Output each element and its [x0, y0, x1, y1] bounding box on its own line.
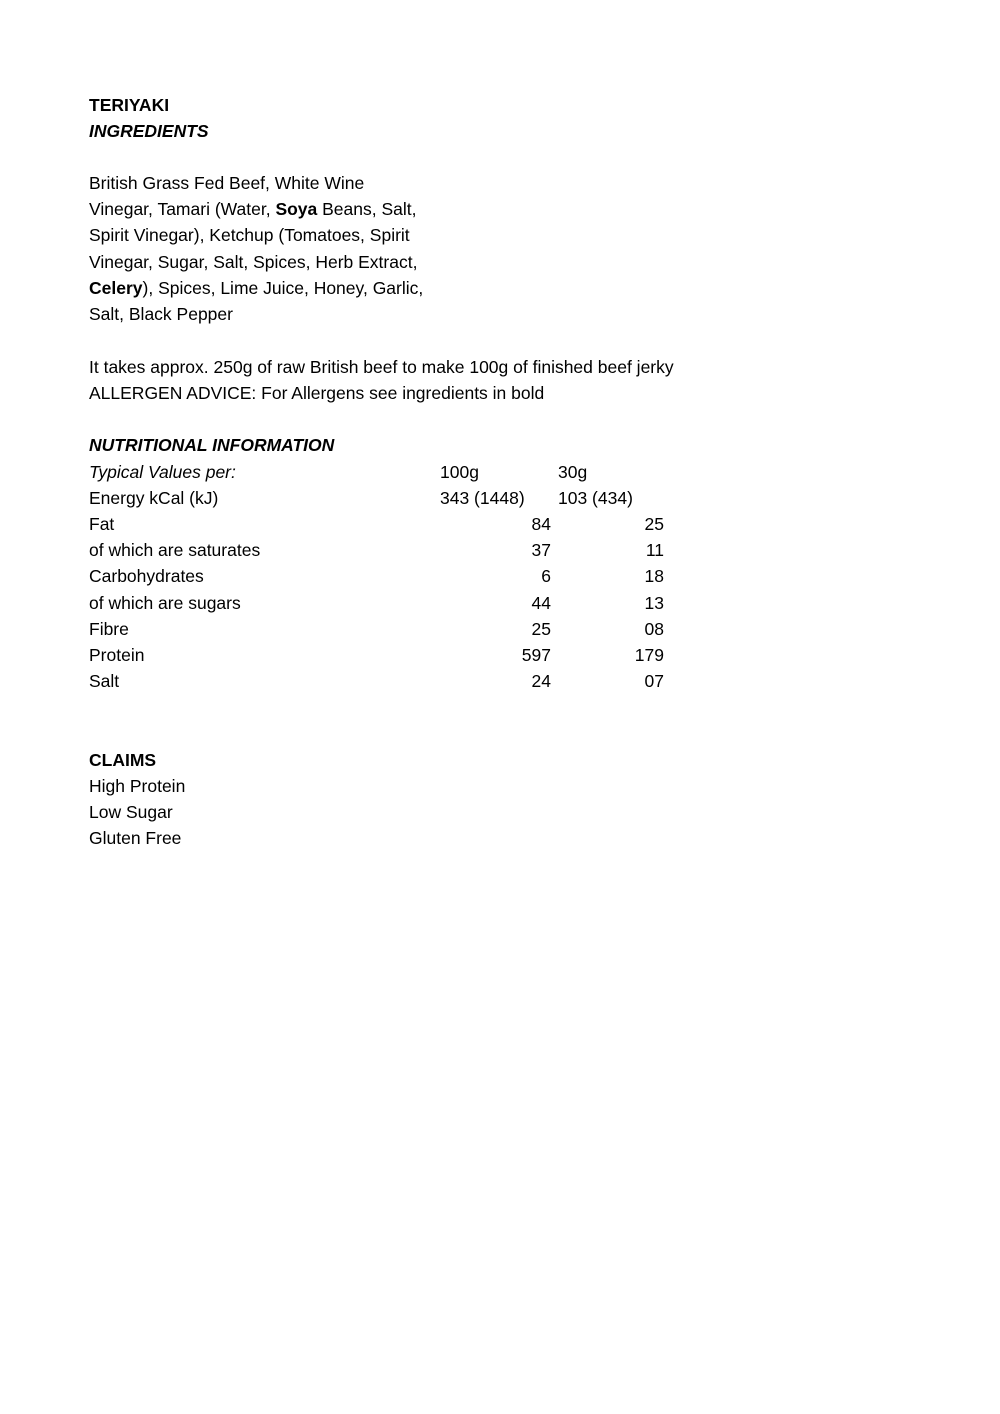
nutrient-value-100g: 44	[531, 592, 551, 613]
ingredients-line	[89, 303, 233, 325]
allergen-ingredient: Soya	[275, 199, 318, 220]
ingredients-line	[89, 224, 410, 246]
nutrient-value-100g: 37	[531, 540, 551, 561]
ingredient-text: British Grass Fed Beef, White Wine	[89, 173, 365, 193]
ingredients-line	[89, 198, 417, 220]
ingredient-text: Vinegar, Tamari (Water,	[89, 199, 276, 220]
energy-per-30g: 103 (434)	[558, 488, 633, 508]
nutrient-value-100g: 597	[521, 645, 551, 665]
nutrient-value-30g: 08	[644, 618, 664, 639]
nutrient-value-100g: 84	[531, 514, 551, 534]
nutrient-label: of which are sugars	[89, 592, 241, 613]
nutrient-value-30g: 179	[634, 645, 664, 665]
nutrient-label: Fat	[89, 514, 115, 534]
nutrient-value-100g: 6	[541, 566, 551, 587]
ingredients-line	[89, 251, 417, 273]
claim-item: Gluten Free	[89, 828, 182, 849]
ingredient-text: Salt, Black Pepper	[89, 304, 233, 324]
nutrient-value-30g: 07	[644, 671, 664, 692]
ingredient-text: Spirit Vinegar), Ketchup (Tomatoes, Spirit	[89, 225, 410, 246]
claim-item: Low Sugar	[89, 802, 173, 823]
ingredients-line	[89, 277, 423, 299]
nutrient-label: of which are saturates	[89, 540, 261, 561]
typical-values-label: Typical Values per:	[89, 462, 236, 482]
nutrient-label: Protein	[89, 645, 145, 665]
ingredients-line	[89, 172, 364, 194]
nutrient-label: Salt	[89, 671, 120, 692]
ingredient-text: ), Spices, Lime Juice, Honey, Garlic,	[142, 277, 424, 298]
nutrient-value-100g: 24	[531, 671, 551, 692]
nutrient-value-30g: 18	[644, 566, 664, 587]
allergen-advice: ALLERGEN ADVICE: For Allergens see ingredients in bold	[89, 383, 545, 403]
nutrient-value-30g: 11	[645, 540, 664, 561]
claim-item: High Protein	[89, 776, 186, 796]
nutrition-heading: NUTRITIONAL INFORMATION	[89, 435, 335, 455]
energy-label: Energy kCal (kJ)	[89, 488, 219, 508]
ingredient-text: Vinegar, Sugar, Salt, Spices, Herb Extract,	[89, 251, 418, 272]
beef-ratio-note: It takes approx. 250g of raw British beef to make 100g of finished beef jerky	[89, 357, 674, 377]
ingredient-text: Beans, Salt,	[317, 199, 417, 220]
nutrient-label: Fibre	[89, 618, 129, 639]
product-title: TERIYAKI	[89, 95, 170, 115]
nutrient-value-100g: 25	[531, 618, 551, 639]
ingredients-heading: INGREDIENTS	[89, 121, 209, 141]
nutrient-value-30g: 25	[644, 514, 664, 534]
energy-per-100g: 343 (1448)	[440, 488, 525, 508]
col-header-100g: 100g	[440, 462, 479, 482]
nutrient-label: Carbohydrates	[89, 566, 204, 587]
col-header-30g: 30g	[558, 462, 588, 482]
allergen-ingredient: Celery	[89, 277, 143, 298]
claims-heading: CLAIMS	[89, 750, 157, 770]
nutrient-value-30g: 13	[644, 592, 664, 613]
